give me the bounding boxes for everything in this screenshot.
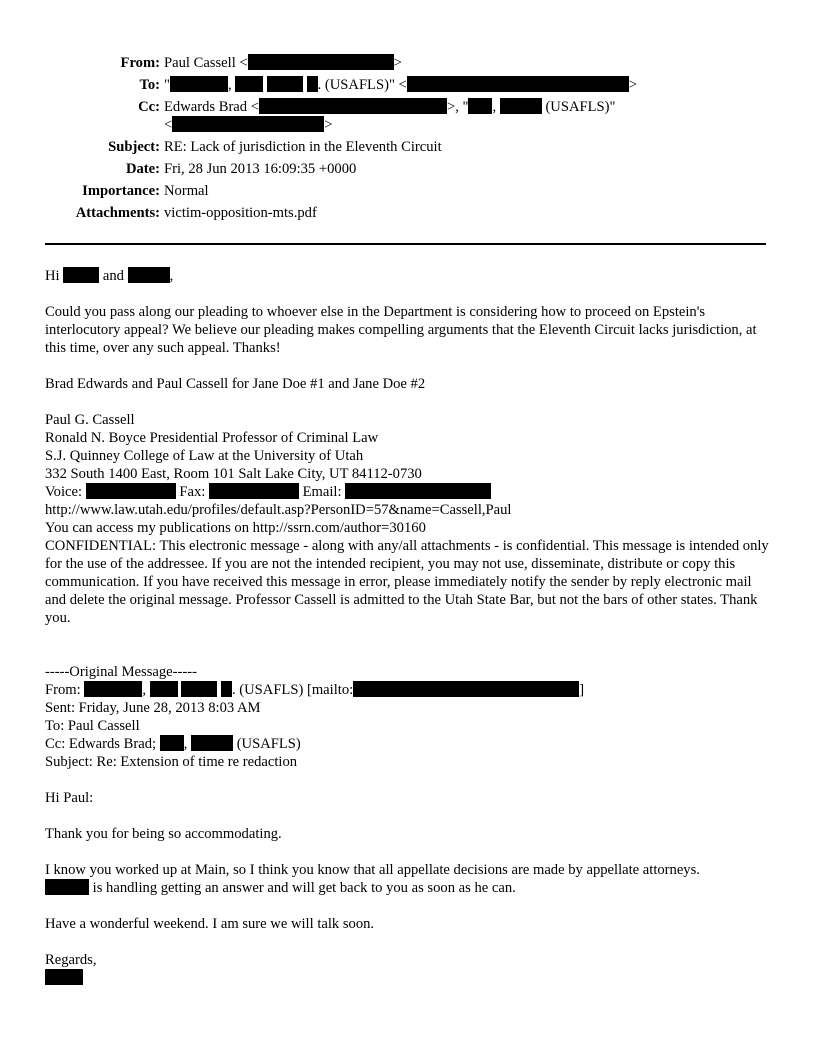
redaction-box xyxy=(170,76,228,92)
to-label: To: xyxy=(139,77,160,93)
fax-label: Fax: xyxy=(179,484,206,500)
original-greeting: Hi Paul: xyxy=(45,790,94,806)
signature-school: S.J. Quinney College of Law at the University of Utah xyxy=(45,448,364,464)
body-paragraph: Could you pass along our pleading to whoever else in the Department is considering how to proceed on Epstein's interlocutory appeal? We believe our pleading makes compelling arguments that the Eleventh Circuit lacks jurisdiction, at this time, over any such appeal. Thanks! xyxy=(45,304,757,356)
redaction-box xyxy=(307,76,318,92)
original-thanks: Thank you for being so accommodating. xyxy=(45,826,282,842)
original-paragraph-line2 xyxy=(45,879,516,897)
original-cc-tail: (USAFLS) xyxy=(236,736,301,752)
original-signature xyxy=(45,969,83,987)
date-value: Fri, 28 Jun 2013 16:09:35 +0000 xyxy=(164,161,357,177)
original-to: To: Paul Cassell xyxy=(45,718,140,734)
redaction-box xyxy=(150,681,178,697)
original-cc-sep: , xyxy=(183,736,188,752)
greeting xyxy=(45,267,173,285)
greeting-end: , xyxy=(169,268,174,284)
to-mid: . (USAFLS)" < xyxy=(317,77,407,93)
importance-value: Normal xyxy=(164,183,209,199)
redaction-box xyxy=(407,76,629,92)
cc-name: Edwards Brad < xyxy=(164,99,259,115)
original-cc xyxy=(45,735,301,753)
attachments-label: Attachments: xyxy=(75,205,160,221)
body-signoff: Brad Edwards and Paul Cassell for Jane Doe #1 and Jane Doe #2 xyxy=(45,376,426,392)
original-from-label: From: xyxy=(45,682,81,698)
attachment-link[interactable]: victim-opposition-mts.pdf xyxy=(164,205,317,221)
redaction-box xyxy=(345,483,491,499)
from-value xyxy=(164,54,402,72)
from-label: From: xyxy=(120,55,160,71)
redaction-box xyxy=(63,267,99,283)
to-open-quote: " xyxy=(164,77,170,93)
header-divider xyxy=(45,243,766,245)
redaction-box xyxy=(468,98,492,114)
original-regards: Regards, xyxy=(45,952,97,968)
publications-link[interactable]: You can access my publications on http://ssrn.com/author=30160 xyxy=(45,520,426,536)
signature-title: Ronald N. Boyce Presidential Professor of Criminal Law xyxy=(45,430,379,446)
redaction-box xyxy=(209,483,299,499)
to-sep: , xyxy=(227,77,232,93)
redaction-box xyxy=(160,735,184,751)
original-sent: Sent: Friday, June 28, 2013 8:03 AM xyxy=(45,700,261,716)
greeting-hi: Hi xyxy=(45,268,60,284)
original-from-sep: , xyxy=(142,682,146,698)
cc-tail: (USAFLS)" xyxy=(545,99,616,115)
redaction-box xyxy=(84,681,142,697)
cc-value xyxy=(164,98,615,116)
original-divider: -----Original Message----- xyxy=(45,664,197,680)
redaction-box xyxy=(191,735,233,751)
redaction-box xyxy=(86,483,176,499)
original-cc-label: Cc: Edwards Brad; xyxy=(45,736,157,752)
original-subject: Subject: Re: Extension of time re redaction xyxy=(45,754,298,770)
redaction-box xyxy=(45,879,89,895)
redaction-box xyxy=(353,681,579,697)
signature-contacts xyxy=(45,483,491,501)
to-value xyxy=(164,76,637,94)
redaction-box xyxy=(235,76,263,92)
cc-label: Cc: xyxy=(138,99,160,115)
from-name: Paul Cassell < xyxy=(164,55,248,71)
email-header xyxy=(0,0,816,240)
original-weekend: Have a wonderful weekend. I am sure we will talk soon. xyxy=(45,916,375,932)
original-paragraph-line1: I know you worked up at Main, so I think you know that all appellate decisions are made by appellate attorneys. xyxy=(45,862,700,878)
importance-label: Importance: xyxy=(82,183,160,199)
redaction-box xyxy=(500,98,542,114)
original-paragraph-line2-text: is handling getting an answer and will get back to you as soon as he can. xyxy=(92,880,516,896)
cc-close: > xyxy=(324,117,333,133)
voice-label: Voice: xyxy=(45,484,83,500)
from-close: > xyxy=(393,55,402,71)
original-from-mid: . (USAFLS) [mailto: xyxy=(231,682,354,698)
profile-link[interactable]: http://www.law.utah.edu/profiles/default.asp?PersonID=57&name=Cassell,Paul xyxy=(45,502,512,518)
redaction-box xyxy=(45,969,83,985)
cc-comma: , xyxy=(492,99,497,115)
greeting-and: and xyxy=(102,268,124,284)
original-from-close: ] xyxy=(579,682,585,698)
subject-label: Subject: xyxy=(108,139,160,155)
date-label: Date: xyxy=(125,161,160,177)
subject-value: RE: Lack of jurisdiction in the Eleventh Circuit xyxy=(164,139,442,155)
redaction-box xyxy=(172,116,324,132)
redaction-box xyxy=(259,98,447,114)
original-from xyxy=(45,681,584,699)
signature-address: 332 South 1400 East, Room 101 Salt Lake City, UT 84112-0730 xyxy=(45,466,422,482)
redaction-box xyxy=(181,681,217,697)
to-close: > xyxy=(628,77,638,93)
redaction-box xyxy=(267,76,303,92)
redaction-box xyxy=(221,681,232,697)
confidential-notice: CONFIDENTIAL: This electronic message - along with any/all attachments - is confidential. This message is intended only for the use of the addressee. If you are not the intended recipient, you may not use, disseminate, distribute or copy this communication. If you have received this message in error, please immediately notify the sender by reply electronic mail and delete the original message. Professor Cassell is admitted to the Utah State Bar, but not the bars of other states. Thank you. xyxy=(45,538,769,626)
signature-name: Paul G. Cassell xyxy=(45,412,135,428)
cc-open: < xyxy=(164,117,173,133)
email-label: Email: xyxy=(302,484,342,500)
redaction-box xyxy=(248,54,394,70)
cc-continuation xyxy=(164,116,332,134)
redaction-box xyxy=(128,267,170,283)
cc-mid: >, " xyxy=(446,99,469,115)
